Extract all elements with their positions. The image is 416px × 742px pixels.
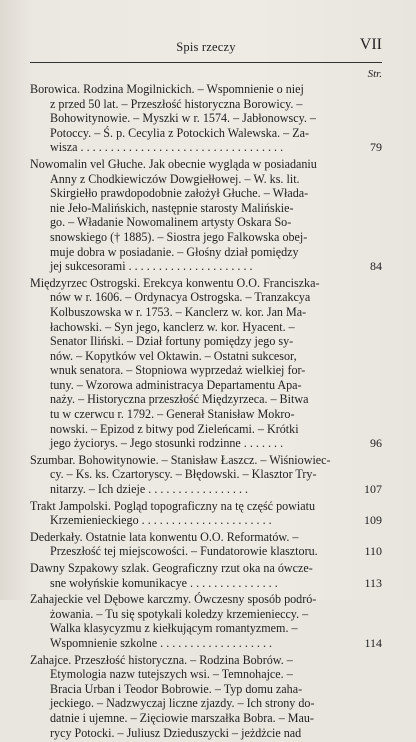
toc-line: Wspomnienie szkolne . . . . . . . . . . . . . . . . . . .: [50, 635, 273, 650]
toc-entry: [30, 530, 382, 559]
toc-entry-text: [30, 157, 350, 274]
toc-page-number: 84: [370, 259, 382, 274]
toc-line: nów w r. 1606. – Ordynacya Ostrogska. – Tranzakcya: [50, 290, 311, 305]
toc-line: rycy Potocki. – Juliusz Dzieduszycki – jeżdżcie nad: [50, 725, 302, 740]
header-title: Spis rzeczy: [176, 40, 236, 54]
toc-line: wnuk senatora. – Stopniowa wyprzedaż wielkiej for-: [50, 363, 306, 378]
header-page-number: VII: [359, 36, 382, 53]
toc-line: jej sukcesorami . . . . . . . . . . . . . . . . . . . . .: [50, 259, 253, 274]
toc-line: Dederkały. Ostatnie lata konwentu O.O. Reformatów. –: [30, 529, 299, 544]
toc-page-number: 114: [364, 635, 382, 650]
toc-page-number: 96: [370, 436, 382, 451]
toc-line: Walka klasycyzmu z kiełkującym romantyzmem. –: [50, 621, 298, 636]
toc-page-number: 107: [364, 482, 382, 497]
toc-line: datnie i ujemne. – Zięciowie marszałka Bobra. – Mau-: [50, 710, 314, 725]
toc-line: nie Jeło-Malińskich, następnie starosty Malińskie-: [50, 200, 294, 215]
toc-line: Zahajce. Przeszłość historyczna. – Rodzina Bobrów. –: [30, 652, 293, 667]
toc-page-number: 109: [364, 513, 382, 528]
toc-line: żowania. – Tu się spotykali koledzy krzemienieccy. –: [50, 606, 309, 621]
toc-line: Potoccy. – Ś. p. Cecylia z Potockich Walewska. – Za-: [50, 125, 309, 140]
toc-line: łachowski. – Syn jego, kanclerz w. kor. Hyacent. –: [50, 319, 295, 334]
toc-entry-text: [30, 561, 350, 590]
toc-line: tu w czerwcu r. 1792. – Generał Stanisław Mokro-: [50, 407, 295, 422]
toc-page-number: 79: [370, 140, 382, 155]
toc-line: Senator Iliński. – Dział fortuny pomiędzy jego sy-: [50, 334, 294, 349]
toc-entry: [30, 561, 382, 590]
toc-line: Przeszłość tej miejscowości. – Fundatorowie klasztoru.: [50, 544, 318, 559]
toc-entry-text: [30, 592, 350, 650]
toc-line: sne wołyńskie komunikacye . . . . . . . . . . . . . . .: [50, 575, 278, 590]
toc-line: jego życiorys. – Jego stosunki rodzinne . . . . . . .: [50, 436, 284, 451]
toc-entry: [30, 157, 382, 274]
toc-line: cy. – Ks. ks. Czartoryscy. – Błędowski. – Klasztor Try-: [50, 467, 317, 482]
toc-line: Anny z Chodkiewiczów Dowgiełłowej. – W. ks. lit.: [50, 171, 300, 186]
running-header: [30, 36, 382, 62]
toc-line: z przed 50 lat. – Przeszłość historyczna Borowicy. –: [50, 96, 303, 111]
toc-line: Borowica. Rodzina Mogilnickich. – Wspomnienie o niej: [30, 82, 304, 96]
toc-line: nitarzy. – Ich dzieje . . . . . . . . . . . . . . . . .: [50, 482, 249, 497]
toc-line: Zahajeckie vel Dębowe karczmy. Ówczesny sposób podró-: [30, 592, 317, 607]
toc-line: go. – Władanie Nowomalinem artysty Oskara So-: [50, 215, 292, 230]
toc-entry: [30, 453, 382, 497]
toc-line: wisza . . . . . . . . . . . . . . . . . . . . . . . . . . . . . . . . . .: [50, 140, 284, 155]
toc-line: Szumbar. Bohowitynowie. – Stanisław Łaszcz. – Wiśniowiec-: [30, 452, 331, 467]
toc-line: jeckiego. – Nadzwyczaj liczne zjazdy. – Ich strony do-: [50, 696, 315, 711]
toc-entry: [30, 82, 382, 155]
toc-entry-text: [30, 276, 350, 451]
toc-entry-text: [30, 530, 350, 559]
toc-line: Krzemienieckiego . . . . . . . . . . . . . . . . . . . . . .: [50, 513, 272, 528]
toc-entry-text: [30, 499, 350, 528]
toc-entry: [30, 653, 382, 741]
toc-line: Skirgiełło prawdopodobnie założył Głuche. – Włada-: [50, 186, 309, 201]
toc-line: tuny. – Wzorowa administracya Departamentu Apa-: [50, 377, 302, 392]
toc-line: nowski. – Epizod z bitwy pod Zieleńcami. – Krótki: [50, 421, 299, 436]
toc-entry-text: [30, 653, 350, 741]
toc-entry-text: [30, 453, 350, 497]
toc-entry: [30, 592, 382, 650]
page-column-label: Str.: [367, 68, 382, 80]
toc-line: Międzyrzec Ostrogski. Erekcya konwentu O.O. Franciszka-: [30, 275, 320, 290]
toc-line: naży. – Historyczna przeszłość Międzyrzeca. – Bitwa: [50, 392, 309, 407]
toc-page-number: 113: [364, 575, 382, 590]
toc-entry-text: [30, 82, 350, 155]
toc-page-number: 110: [364, 544, 382, 559]
toc-line: Kolbuszowska w r. 1753. – Kanclerz w. kor. Jan Ma-: [50, 304, 307, 319]
toc-line: Dawny Szpakowy szlak. Geograficzny rzut oka na ówcze-: [30, 561, 313, 575]
toc-line: muje dobra w posiadanie. – Głośny dział pomiędzy: [50, 244, 299, 259]
header-rule: [30, 62, 382, 63]
toc-line: snowskiego († 1885). – Siostra jego Falkowska obej-: [50, 229, 308, 244]
toc-entry: [30, 276, 382, 451]
table-of-contents: [30, 82, 382, 742]
toc-line: Nowomalin vel Głuche. Jak obecnie wygląda w posiadaniu: [30, 156, 317, 171]
toc-line: Etymologia nazw tutejszych wsi. – Temnohajce. –: [50, 667, 293, 682]
toc-entry: [30, 499, 382, 528]
toc-line: Bohowitynowie. – Myszki w r. 1574. – Jabłonowscy. –: [50, 111, 316, 126]
toc-line: Trakt Jampolski. Pogląd topograficzny na tę część powiatu: [30, 498, 316, 513]
toc-line: nów. – Kopytków vel Oktawin. – Ostatni sukcesor,: [50, 348, 297, 363]
toc-line: Bracia Urban i Teodor Bobrowie. – Typ domu zaha-: [50, 681, 303, 696]
